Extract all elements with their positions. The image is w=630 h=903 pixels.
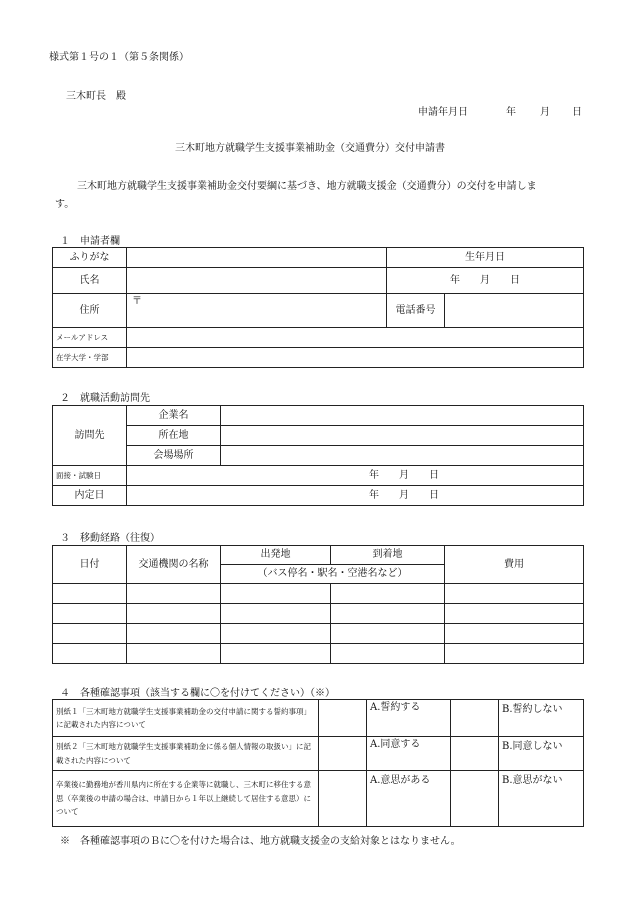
route-row (53, 644, 584, 664)
option-b-label: B.意思がない (499, 771, 584, 827)
route-cell[interactable] (445, 624, 584, 644)
confirmation-row (53, 771, 584, 827)
option-a-label: A.同意する (367, 737, 451, 771)
route-cell[interactable] (127, 624, 221, 644)
confirmation-text: 別紙２「三木町地方就職学生支援事業補助金に係る個人情報の取扱い」に記載された内容について (53, 737, 319, 771)
offer-label: 内定日 (53, 486, 127, 506)
route-cell[interactable] (127, 584, 221, 604)
route-transport-header: 交通機関の名称 (127, 546, 221, 584)
section1-heading: １ 申請者欄 (60, 236, 120, 247)
route-cell[interactable] (53, 644, 127, 664)
route-cell[interactable] (221, 584, 331, 604)
email-label: メールアドレス (53, 328, 127, 348)
intro-text-line1: 三木町地方就職学生支援事業補助金交付要綱に基づき、地方就職支援金（交通費分）の交付を申請しま (77, 181, 537, 192)
furigana-label: ふりがな (53, 248, 127, 268)
addressee: 三木町長 殿 (66, 91, 126, 102)
option-a-label: A.意思がある (367, 771, 451, 827)
offer-date-field[interactable]: 年 月 日 (127, 486, 584, 506)
option-a-mark[interactable] (319, 737, 367, 771)
footnote: ※ 各種確認事項のＢに〇を付けた場合は、地方就職支援金の支給対象とはなりません。 (60, 836, 461, 847)
route-cell[interactable] (331, 644, 445, 664)
option-a-label: A.誓約する (367, 700, 451, 737)
postal-mark: 〒 (132, 296, 142, 307)
interview-label: 面接・試験日 (53, 466, 127, 486)
confirmation-text: 別紙１「三木町地方就職学生支援事業補助金の交付申請に関する誓約事項」に記載された内容について (53, 700, 319, 737)
venue-field[interactable] (221, 446, 584, 466)
location-field[interactable] (221, 426, 584, 446)
route-cell[interactable] (221, 644, 331, 664)
birthdate-field[interactable]: 年 月 日 (387, 268, 584, 294)
section3-heading: ３ 移動経路（往復） (60, 533, 160, 544)
route-cell[interactable] (445, 604, 584, 624)
form-number: 様式第１号の１（第５条関係） (49, 52, 189, 63)
furigana-field[interactable] (127, 248, 387, 268)
visit-label: 訪問先 (53, 406, 127, 466)
route-cell[interactable] (127, 644, 221, 664)
company-field[interactable] (221, 406, 584, 426)
route-to-header: 到着地 (331, 546, 445, 565)
option-b-mark[interactable] (451, 771, 499, 827)
applicant-table (52, 247, 584, 368)
date-month: 月 (540, 107, 550, 118)
name-field[interactable] (127, 268, 387, 294)
route-cell[interactable] (331, 584, 445, 604)
route-row (53, 624, 584, 644)
venue-label: 会場場所 (127, 446, 221, 466)
route-cell[interactable] (127, 604, 221, 624)
route-stops-note: （バス停名・駅名・空港名など） (221, 565, 445, 584)
route-cell[interactable] (53, 584, 127, 604)
route-cost-header: 費用 (445, 546, 584, 584)
confirmation-text: 卒業後に勤務地が香川県内に所在する企業等に就職し、三木町に移住する意思（卒業後の申請の場合は、申請日から１年以上継続して居住する意思）について (53, 771, 319, 827)
route-cell[interactable] (331, 604, 445, 624)
route-cell[interactable] (331, 624, 445, 644)
confirmation-table (52, 699, 584, 827)
school-field[interactable] (127, 348, 584, 368)
route-cell[interactable] (221, 604, 331, 624)
visit-table (52, 405, 584, 506)
application-date-label: 申請年月日 (418, 107, 468, 118)
address-field[interactable] (127, 294, 387, 328)
route-cell[interactable] (53, 604, 127, 624)
route-from-header: 出発地 (221, 546, 331, 565)
route-date-header: 日付 (53, 546, 127, 584)
address-label: 住所 (53, 294, 127, 328)
option-b-label: B.同意しない (499, 737, 584, 771)
route-cell[interactable] (221, 624, 331, 644)
birthdate-label: 生年月日 (387, 248, 584, 268)
email-field[interactable] (127, 328, 584, 348)
option-b-mark[interactable] (451, 700, 499, 737)
route-cell[interactable] (445, 644, 584, 664)
confirmation-row (53, 700, 584, 737)
confirmation-row (53, 737, 584, 771)
intro-text-line2: す。 (55, 199, 75, 210)
section2-heading: ２ 就職活動訪問先 (60, 393, 150, 404)
option-a-mark[interactable] (319, 700, 367, 737)
option-b-mark[interactable] (451, 737, 499, 771)
phone-label: 電話番号 (387, 294, 445, 328)
date-year: 年 (506, 107, 516, 118)
date-day: 日 (572, 107, 582, 118)
route-row (53, 604, 584, 624)
company-label: 企業名 (127, 406, 221, 426)
school-label: 在学大学・学部 (53, 348, 127, 368)
location-label: 所在地 (127, 426, 221, 446)
option-b-label: B.誓約しない (499, 700, 584, 737)
name-label: 氏名 (53, 268, 127, 294)
interview-date-field[interactable]: 年 月 日 (127, 466, 584, 486)
route-table (52, 545, 584, 664)
document-title: 三木町地方就職学生支援事業補助金（交通費分）交付申請書 (175, 143, 445, 154)
phone-field[interactable] (445, 294, 584, 328)
route-row (53, 584, 584, 604)
option-a-mark[interactable] (319, 771, 367, 827)
section4-heading: ４ 各種確認事項（該当する欄に〇を付けてください）（※） (60, 688, 335, 699)
route-cell[interactable] (53, 624, 127, 644)
route-cell[interactable] (445, 584, 584, 604)
